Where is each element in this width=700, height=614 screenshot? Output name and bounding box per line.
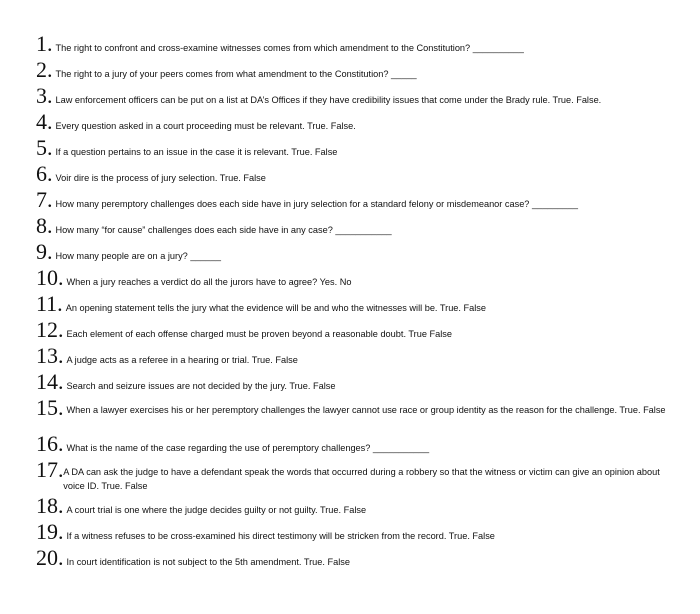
question-item bbox=[36, 215, 392, 237]
question-item bbox=[36, 319, 452, 341]
question-text: Law enforcement officers can be put on a list at DA’s Offices if they have credibility issues that come under the Brady rule. True. False. bbox=[55, 95, 602, 105]
question-number: 6. bbox=[36, 161, 53, 186]
question-item bbox=[36, 137, 337, 159]
question-item bbox=[36, 59, 417, 81]
question-text: When a jury reaches a verdict do all the jurors have to agree? Yes. No bbox=[66, 277, 352, 287]
question-text: When a lawyer exercises his or her peremptory challenges the lawyer cannot use race or group identity as the reason for the challenge. True. False bbox=[66, 405, 666, 415]
question-item bbox=[36, 397, 676, 419]
question-number: 5. bbox=[36, 135, 53, 160]
question-item bbox=[36, 547, 350, 569]
question-item bbox=[36, 521, 495, 543]
question-item bbox=[36, 85, 601, 107]
question-text: In court identification is not subject to the 5th amendment. True. False bbox=[66, 557, 350, 567]
question-item bbox=[36, 33, 524, 55]
question-number: 4. bbox=[36, 109, 53, 134]
question-text: An opening statement tells the jury what the evidence will be and who the witnesses will be. True. False bbox=[65, 303, 486, 313]
question-item bbox=[36, 293, 486, 315]
question-number: 10. bbox=[36, 265, 64, 290]
question-text: What is the name of the case regarding the use of peremptory challenges? ___________ bbox=[66, 443, 430, 453]
question-number: 14. bbox=[36, 369, 64, 394]
question-number: 15. bbox=[36, 395, 64, 420]
question-number: 8. bbox=[36, 213, 53, 238]
question-item bbox=[36, 163, 266, 185]
question-number: 7. bbox=[36, 187, 53, 212]
question-number: 9. bbox=[36, 239, 53, 264]
question-number: 2. bbox=[36, 57, 53, 82]
question-text: Search and seizure issues are not decided by the jury. True. False bbox=[66, 381, 336, 391]
question-text: A judge acts as a referee in a hearing or trial. True. False bbox=[66, 355, 298, 365]
question-item bbox=[36, 111, 356, 133]
question-item bbox=[36, 267, 351, 289]
question-number: 11. bbox=[36, 291, 63, 316]
question-item bbox=[36, 457, 666, 491]
question-text: A court trial is one where the judge decides guilty or not guilty. True. False bbox=[66, 505, 367, 515]
question-item bbox=[36, 495, 366, 517]
question-text: If a witness refuses to be cross-examined his direct testimony will be stricken from the record. True. False bbox=[66, 531, 495, 541]
question-text: A DA can ask the judge to have a defendant speak the words that occurred during a robbery so that the witness or victim can give an opinion about voice ID. True. False bbox=[63, 467, 660, 491]
question-number: 16. bbox=[36, 431, 64, 456]
question-text: How many people are on a jury? ______ bbox=[55, 251, 221, 261]
question-item bbox=[36, 371, 335, 393]
question-text: Voir dire is the process of jury selection. True. False bbox=[55, 173, 266, 183]
question-item bbox=[36, 433, 429, 455]
question-text: How many “for cause” challenges does each side have in any case? ___________ bbox=[55, 225, 392, 235]
question-number: 19. bbox=[36, 519, 64, 544]
question-number: 3. bbox=[36, 83, 53, 108]
question-item bbox=[36, 189, 578, 211]
question-number: 1. bbox=[36, 31, 53, 56]
question-text: How many peremptory challenges does each side have in jury selection for a standard felony or misdemeanor case? _________ bbox=[55, 199, 578, 209]
question-text: The right to a jury of your peers comes from what amendment to the Constitution? _____ bbox=[55, 69, 417, 79]
question-text: If a question pertains to an issue in the case it is relevant. True. False bbox=[55, 147, 338, 157]
question-number: 18. bbox=[36, 493, 64, 518]
question-number: 13. bbox=[36, 343, 64, 368]
question-item bbox=[36, 241, 221, 263]
question-text: Each element of each offense charged must be proven beyond a reasonable doubt. True False bbox=[66, 329, 452, 339]
question-number: 20. bbox=[36, 545, 64, 570]
question-text: Every question asked in a court proceeding must be relevant. True. False. bbox=[55, 121, 356, 131]
question-text: The right to confront and cross-examine witnesses comes from which amendment to the Constitution? __________ bbox=[55, 43, 524, 53]
question-item bbox=[36, 345, 298, 367]
question-number: 12. bbox=[36, 317, 64, 342]
question-number: 17. bbox=[36, 457, 64, 482]
